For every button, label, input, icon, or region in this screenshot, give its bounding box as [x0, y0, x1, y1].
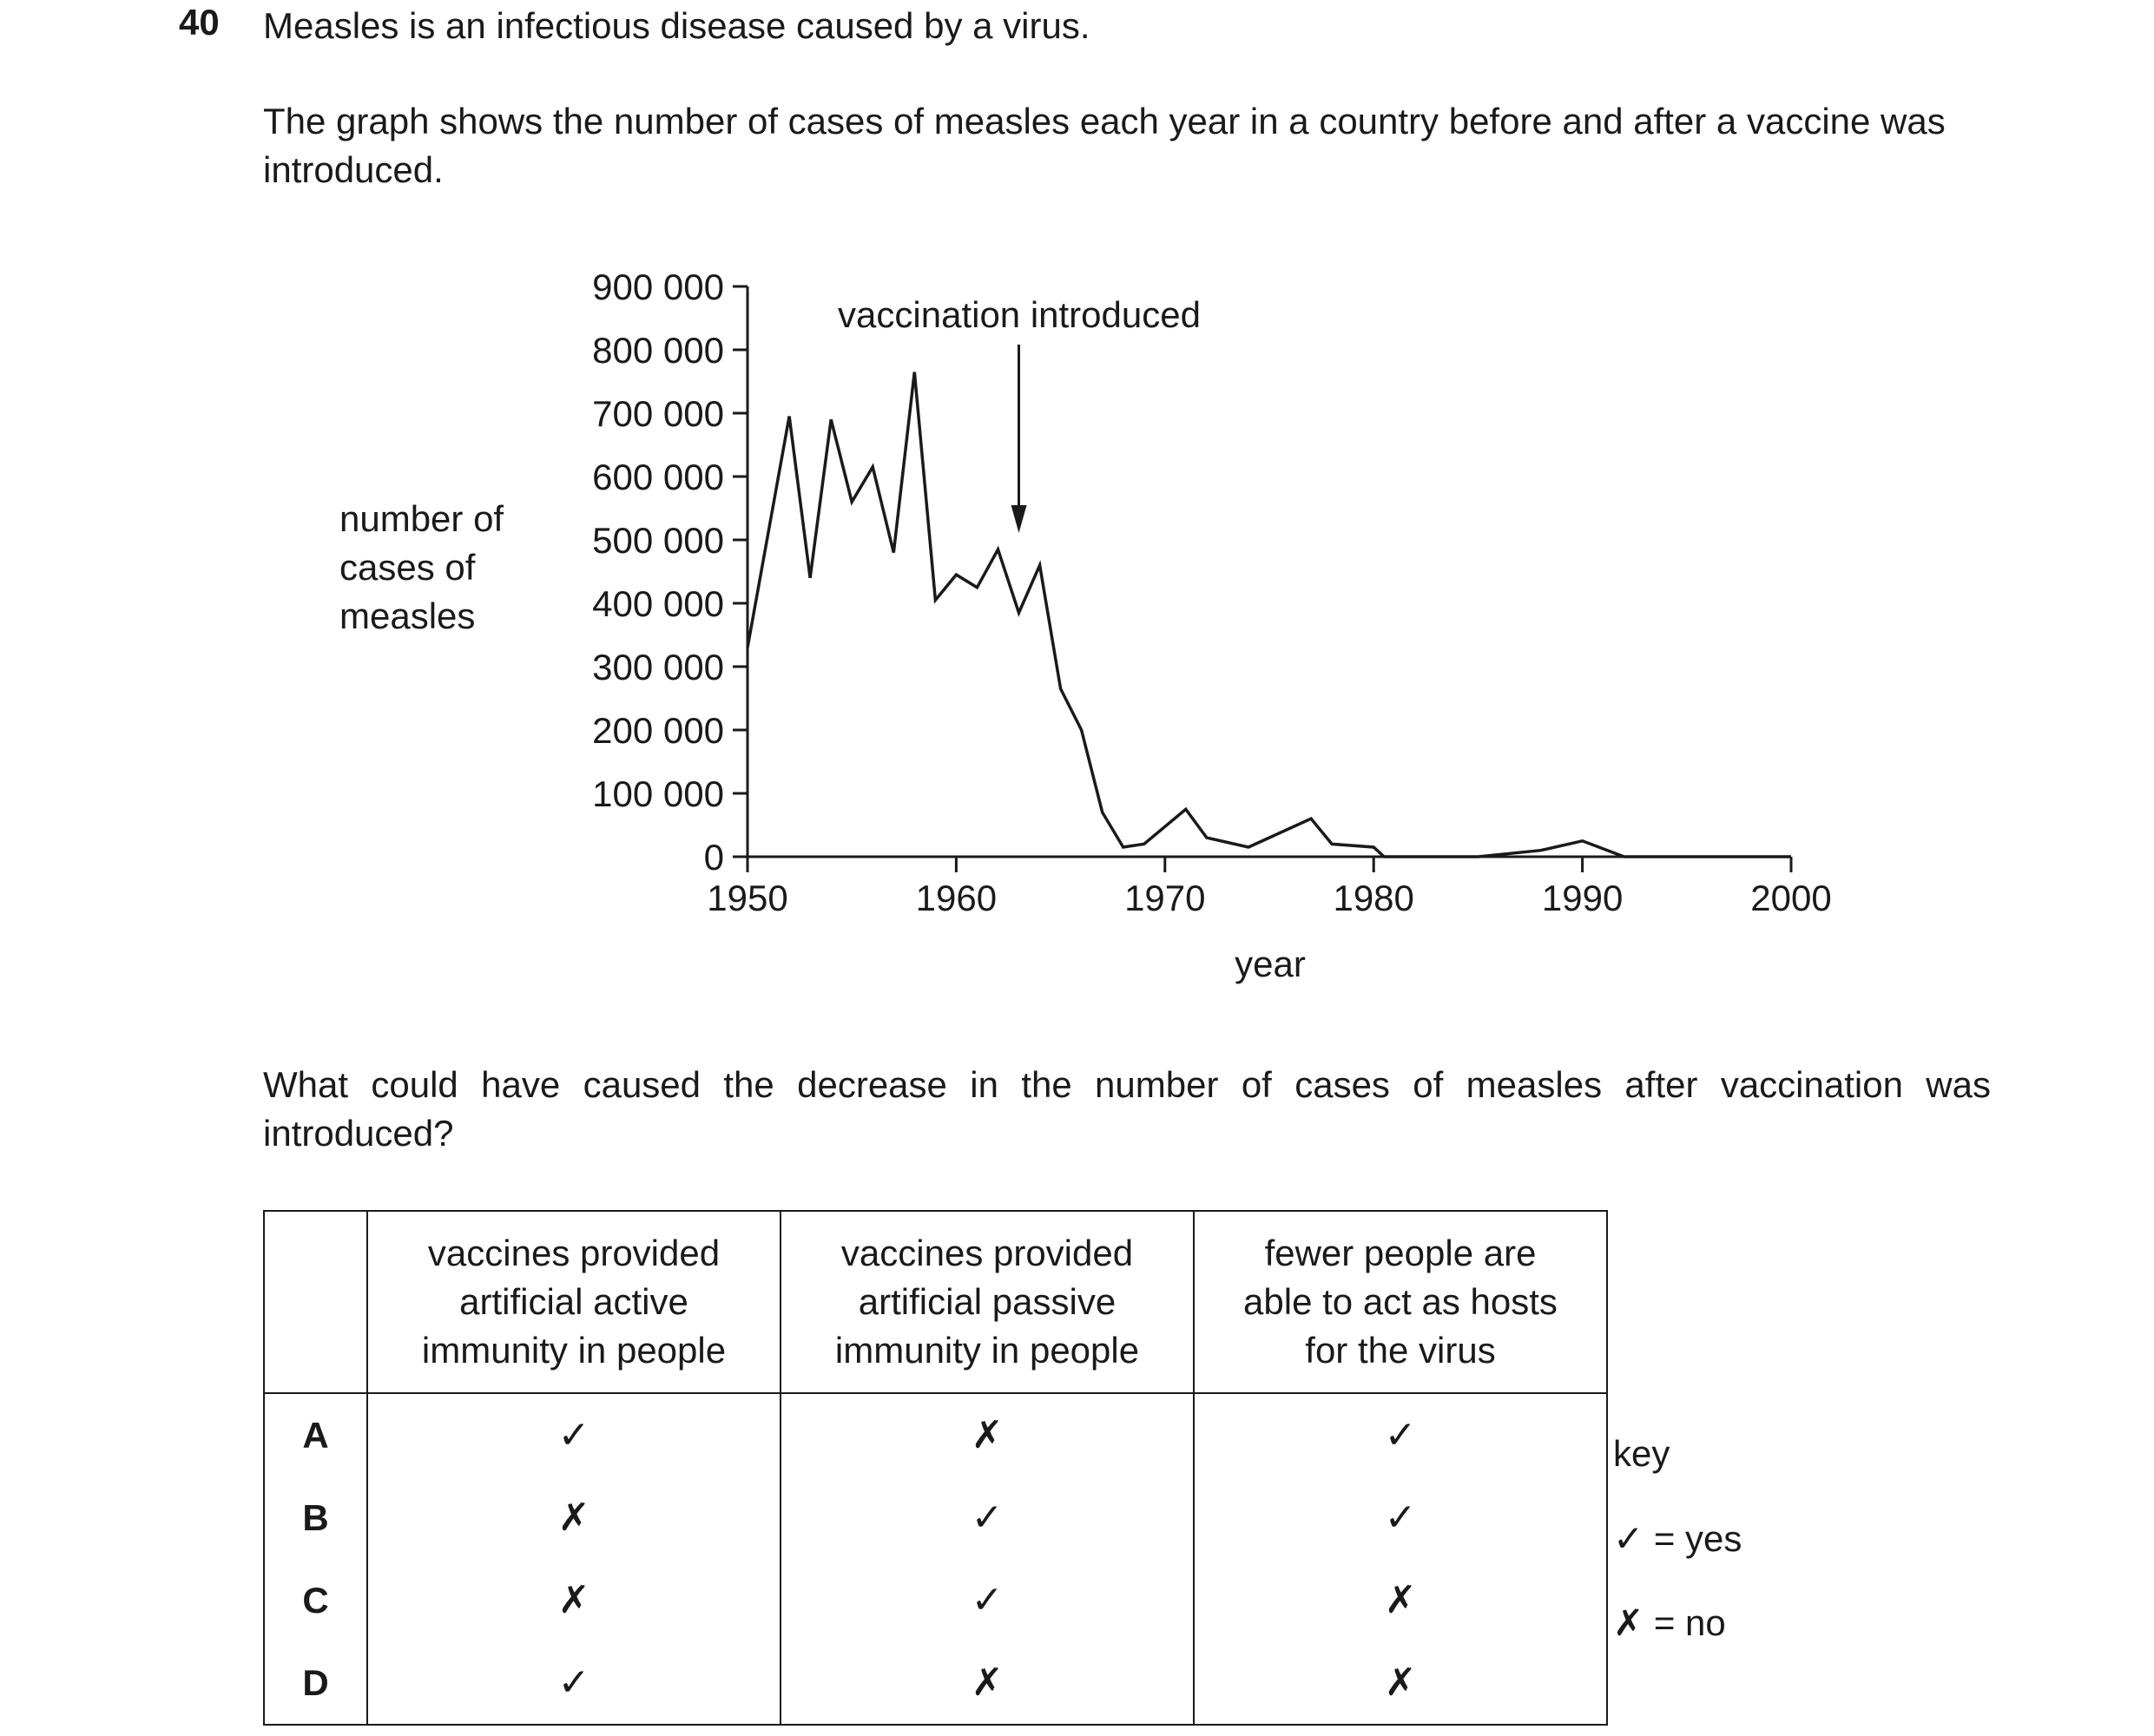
option-letter[interactable]: C: [264, 1559, 367, 1641]
x-axis-label: year: [1235, 944, 1306, 984]
option-cell: ✓: [781, 1559, 1194, 1641]
y-tick-label: 600 000: [592, 457, 724, 497]
header-line: vaccines provided: [840, 1233, 1134, 1273]
header-line: artificial active: [459, 1281, 688, 1322]
y-tick-label: 500 000: [592, 520, 724, 561]
option-cell: ✓: [1194, 1393, 1607, 1476]
option-cell: ✗: [1194, 1641, 1607, 1725]
option-letter[interactable]: D: [264, 1641, 367, 1725]
table-header-row: [264, 1211, 1607, 1393]
chart-axes: [748, 286, 1791, 857]
measles-cases-line: [748, 372, 1791, 857]
key-title: key: [1613, 1433, 1670, 1474]
option-row-b[interactable]: [264, 1476, 1607, 1559]
header-passive-immunity: [781, 1211, 1194, 1393]
y-axis-label-line-3: measles: [339, 595, 476, 636]
option-cell: ✗: [781, 1641, 1194, 1725]
header-line: artificial passive: [858, 1281, 1117, 1322]
header-line: able to act as hosts: [1243, 1281, 1558, 1322]
header-line: fewer people are: [1264, 1233, 1537, 1273]
header-fewer-hosts: [1194, 1211, 1607, 1393]
option-row-d[interactable]: [264, 1641, 1607, 1725]
annotation-label: vaccination introduced: [838, 294, 1201, 335]
option-cell: ✗: [781, 1393, 1194, 1476]
annotation-arrowhead: [1011, 505, 1027, 533]
y-tick-label: 300 000: [592, 647, 724, 687]
chart-annotation: [838, 294, 1201, 533]
option-cell: ✓: [781, 1476, 1194, 1559]
header-line: for the virus: [1305, 1330, 1496, 1371]
y-tick-label: 900 000: [592, 266, 724, 307]
option-cell: ✓: [367, 1393, 781, 1476]
key-no: ✗ = no: [1613, 1602, 1726, 1643]
option-cell: ✗: [367, 1559, 781, 1641]
option-cell: ✓: [367, 1641, 781, 1725]
graph-intro: The graph shows the number of cases of measles each year in a country before and after a vaccine was introduced.: [263, 101, 1946, 190]
chart-series: [748, 372, 1791, 857]
options-table: [263, 1210, 1608, 1726]
x-tick-label: 1950: [707, 878, 788, 918]
option-row-a[interactable]: [264, 1393, 1607, 1476]
chart-ticks: [592, 266, 1832, 984]
y-tick-label: 200 000: [592, 710, 724, 751]
x-tick-label: 1960: [915, 878, 998, 918]
option-cell: ✓: [1194, 1476, 1607, 1559]
x-tick-label: 1970: [1124, 878, 1206, 918]
x-tick-label: 1990: [1541, 878, 1624, 918]
y-axis-label-line-2: cases of: [339, 547, 476, 588]
option-cell: ✗: [1194, 1559, 1607, 1641]
key-yes: ✓ = yes: [1613, 1518, 1742, 1559]
option-cell: ✗: [367, 1476, 781, 1559]
option-letter[interactable]: B: [264, 1476, 367, 1559]
header-line: vaccines provided: [427, 1233, 721, 1273]
y-axis-label-line-1: number of: [339, 498, 504, 539]
y-tick-label: 100 000: [592, 773, 724, 814]
y-tick-label: 800 000: [592, 330, 724, 371]
y-tick-label: 700 000: [592, 393, 724, 434]
question-number: 40: [179, 2, 220, 43]
header-line: immunity in people: [834, 1330, 1140, 1371]
y-tick-label: 400 000: [592, 583, 724, 624]
y-tick-label: 0: [703, 837, 724, 878]
header-active-immunity: [367, 1211, 781, 1393]
option-letter[interactable]: A: [264, 1393, 367, 1476]
header-line: immunity in people: [421, 1330, 727, 1371]
header-blank-cell: [264, 1211, 367, 1393]
x-tick-label: 2000: [1750, 878, 1832, 918]
question-intro: Measles is an infectious disease caused by a virus.: [263, 5, 1090, 46]
x-tick-label: 1980: [1333, 878, 1414, 918]
option-row-c[interactable]: [264, 1559, 1607, 1641]
question-prompt: What could have caused the decrease in the number of cases of measles after vaccination was introduced?: [263, 1064, 1991, 1154]
